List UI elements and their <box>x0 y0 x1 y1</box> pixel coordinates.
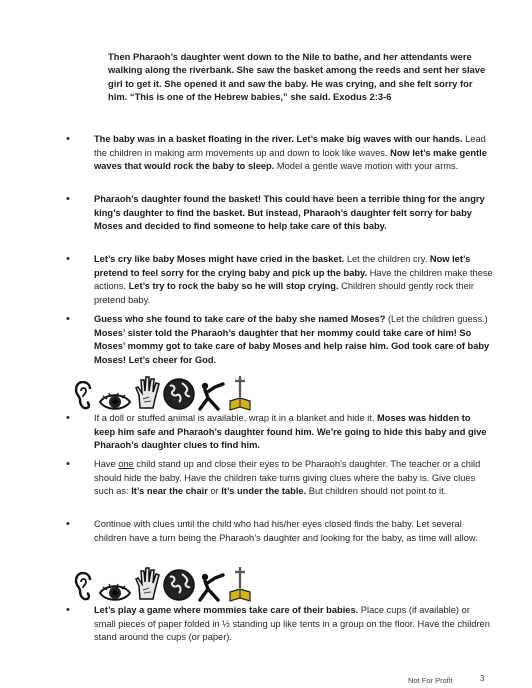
hand-icon <box>134 566 160 600</box>
plain-text: child stand up and close their eyes to be Pharaoh’s daughter. The teacher or a child should hide the baby. Have the children take turns giving clues where the baby is. Give clues such as: <box>94 459 481 496</box>
underlined-text: one <box>118 459 134 469</box>
scripture-quote-text: Then Pharaoh’s daughter went down to the Nile to bathe, and her attendants were walking along the riverbank. She saw the basket among the reeds and sent her slave girl to get it. She opened it and saw the baby. He was crying, and she felt sorry for him. “This is one of the Hebrew babies,” she said. Exodus 2:3-6 <box>108 51 486 103</box>
bullet-dot: • <box>66 133 70 145</box>
page-number: 3 <box>480 674 485 683</box>
footer-note: Not For Profit <box>408 676 453 685</box>
globe-icon <box>162 377 196 411</box>
plain-text: Let the children cry. <box>344 254 430 264</box>
bullet-dot: • <box>66 458 70 470</box>
plain-text: or <box>207 486 222 496</box>
ear-icon <box>74 381 96 411</box>
bullet-dot: • <box>66 193 70 205</box>
list-item <box>66 253 494 307</box>
bold-text: Now let’s make gentle waves that would rock the baby to sleep. <box>94 147 487 171</box>
activity-icon-row <box>74 566 254 606</box>
plain-text: Children should gently rock their pretend baby. <box>94 281 474 305</box>
ear-icon <box>74 572 96 602</box>
bold-text: Let’s play a game where mommies take care of their babies. <box>94 605 359 615</box>
bold-text: Moses was hidden to keep him safe and Pharaoh’s daughter found him. We’re going to hide this baby and give Pharaoh’s daughter clues to find him. <box>94 413 487 450</box>
bold-text: Now let’s pretend to feel sorry for the crying baby and pick up the baby. <box>94 254 471 278</box>
bold-text: Moses’ sister told the Pharaoh’s daughter that her mommy could take care of him! So Moses’ mommy got to take care of baby Moses and help raise him. God took care of baby Moses! Let’s cheer for God. <box>94 327 490 365</box>
list-item <box>66 313 494 367</box>
bullet-dot: • <box>66 518 70 530</box>
list-item <box>66 193 494 234</box>
eye-icon <box>98 582 132 604</box>
bold-text: Pharaoh’s daughter found the basket! This could have been a terrible thing for the angry king’s daughter to find the basket. But instead, Pharaoh’s daughter felt sorry for baby Moses and decided to find someone to help take care of this baby. <box>94 194 485 231</box>
bold-text: Guess who she found to take care of the baby she named Moses? <box>94 314 386 324</box>
hand-icon <box>134 375 160 409</box>
list-item <box>66 412 494 453</box>
bullet-dot: • <box>66 253 70 265</box>
cross-book-icon <box>228 375 252 413</box>
bullet-dot: • <box>66 604 70 616</box>
bold-text: It’s under the table. <box>221 486 307 496</box>
plain-text: Have the children make these actions. <box>94 267 493 291</box>
plain-text: Continue with clues until the child who had his/her eyes closed finds the baby. Let several children have a turn being the Pharaoh’s daughter and looking for the baby, as time will allow. <box>94 519 478 543</box>
bullet-dot: • <box>66 412 70 424</box>
bullet-dot: • <box>66 313 70 325</box>
bold-text: Let’s cry like baby Moses might have cried in the basket. <box>94 254 345 264</box>
globe-icon <box>162 568 196 602</box>
bold-text: The baby was in a basket floating in the river. Let’s make big waves with our hands. <box>94 134 463 144</box>
stretch-figure-icon <box>196 572 226 602</box>
plain-text: Place cups (if available) or small pieces of paper folded in ½ standing up like tents in a group on the floor. Have the children stand around the cups (or paper). <box>94 605 490 642</box>
list-item <box>66 604 494 645</box>
plain-text: Lead the children in making arm movements up and down to look like waves. <box>94 134 486 158</box>
bold-text: Let’s try to rock the baby so he will stop crying. <box>128 281 339 291</box>
list-item <box>66 458 494 499</box>
eye-icon <box>98 391 132 413</box>
bold-text: It’s near the chair <box>131 486 208 496</box>
activity-icon-row <box>74 375 254 415</box>
plain-text: But children should not point to it. <box>306 486 447 496</box>
plain-text: (Let the children guess.) <box>385 314 488 324</box>
cross-book-icon <box>228 566 252 604</box>
stretch-figure-icon <box>196 381 226 411</box>
plain-text: Have <box>94 459 119 469</box>
plain-text: Model a gentle wave motion with your arms. <box>274 161 459 171</box>
plain-text: If a doll or stuffed animal is available, wrap it in a blanket and hide it. <box>94 413 378 423</box>
list-item <box>66 133 494 174</box>
list-item <box>66 518 494 545</box>
scripture-quote <box>108 50 488 104</box>
